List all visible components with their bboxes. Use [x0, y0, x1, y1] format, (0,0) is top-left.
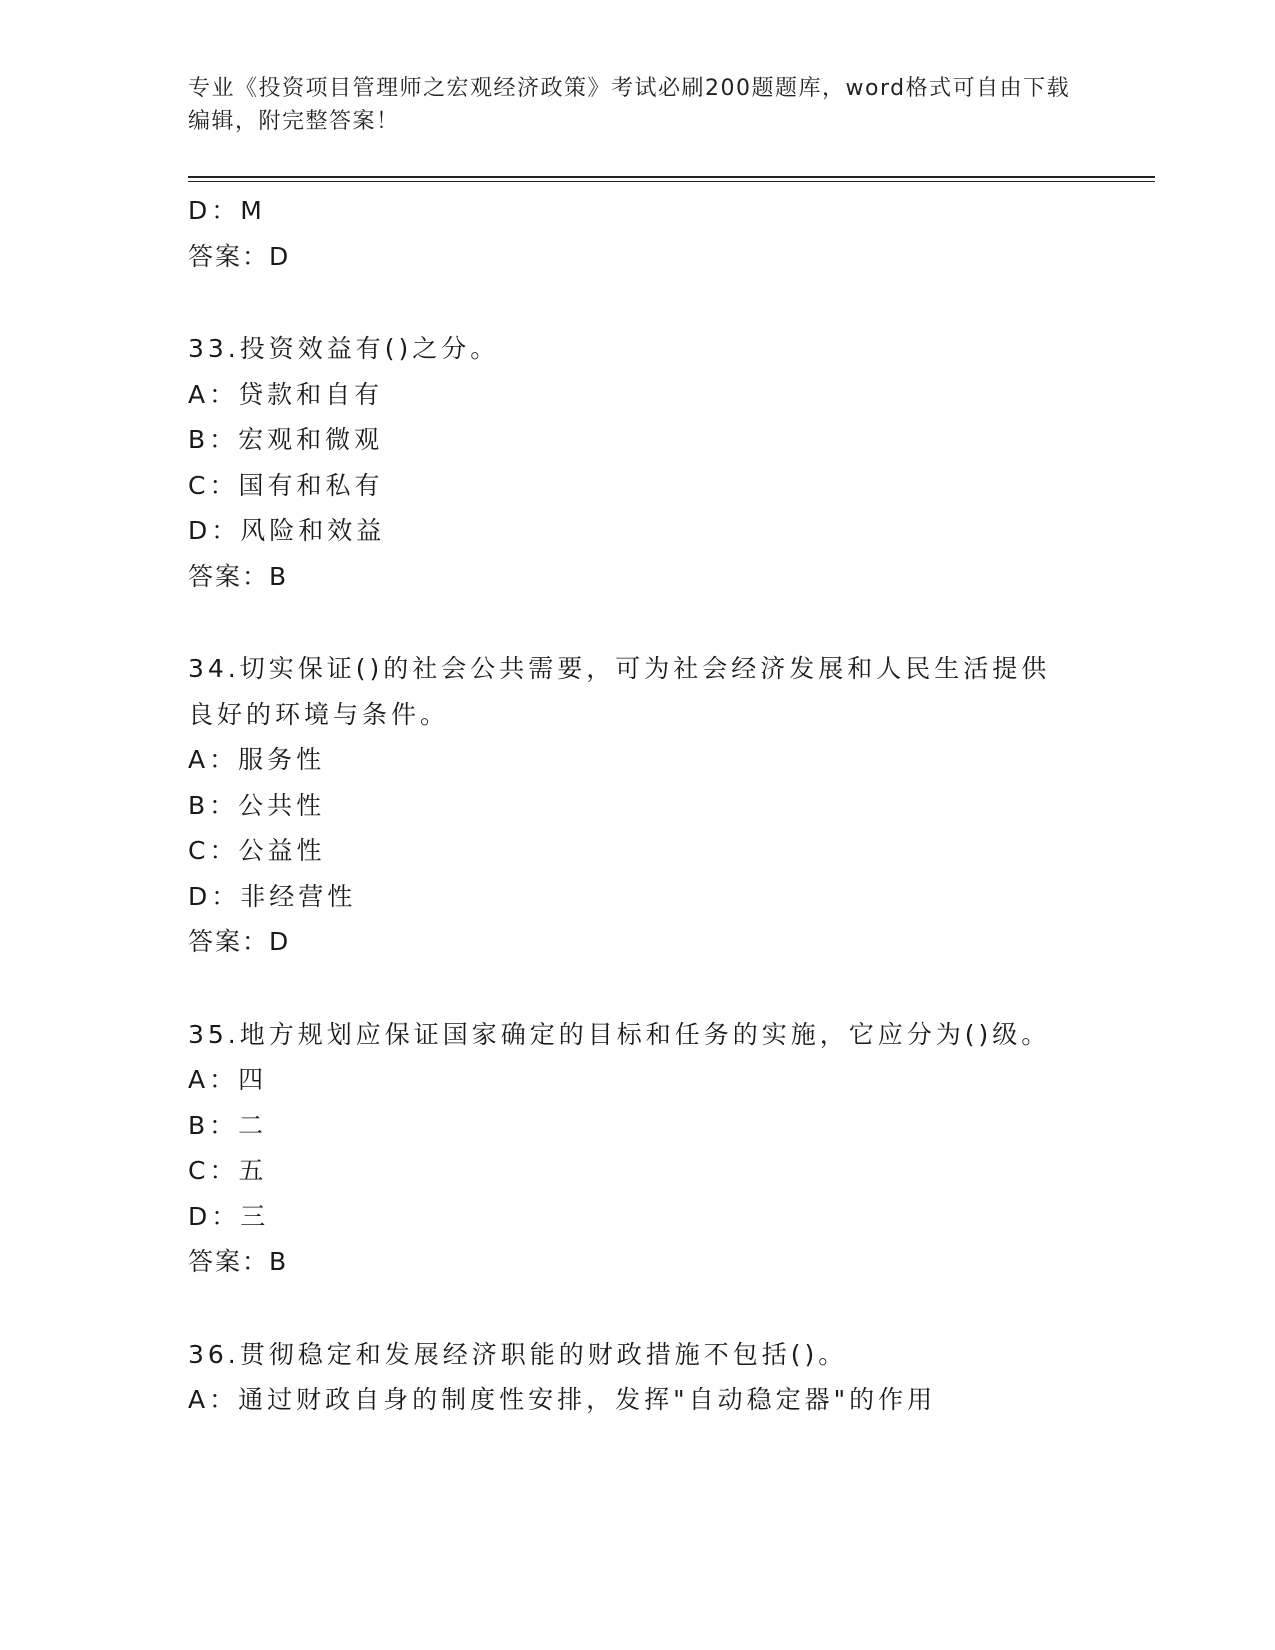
spacer: [188, 599, 1088, 646]
header-rule-thin: [188, 181, 1155, 182]
question-stem: 33.投资效益有()之分。: [188, 334, 500, 363]
option-c: C：国有和私有: [188, 470, 384, 500]
option-d: D：非经营性: [188, 881, 357, 911]
option-b: B：二: [188, 1110, 268, 1140]
header-rule: [188, 176, 1155, 178]
answer-line: 答案：D: [188, 927, 291, 956]
option-d: D：三: [188, 1201, 270, 1231]
question-stem: 36.贯彻稳定和发展经济职能的财政措施不包括()。: [188, 1339, 848, 1369]
option-a: A：通过财政自身的制度性安排，发挥"自动稳定器"的作用: [188, 1385, 937, 1414]
spacer: [188, 1285, 1088, 1332]
spacer: [188, 279, 1088, 326]
option-a: A：服务性: [188, 745, 326, 774]
option-d: D：风险和效益: [188, 516, 386, 545]
question-stem: 34.切实保证()的社会公共需要，可为社会经济发展和人民生活提供良好的环境与条件。: [188, 654, 1051, 729]
answer-line: 答案：B: [188, 561, 289, 591]
option-a: A：贷款和自有: [188, 379, 384, 409]
option-a: A：四: [188, 1065, 268, 1094]
option-c: C：公益性: [188, 836, 326, 865]
question-stem: 35.地方规划应保证国家确定的目标和任务的实施，它应分为()级。: [188, 1019, 1051, 1049]
answer-line: 答案：B: [188, 1247, 289, 1276]
option-c: C：五: [188, 1156, 268, 1185]
option-b: B：公共性: [188, 790, 326, 820]
answer-line: 答案：D: [188, 241, 291, 271]
option-d: D：M: [188, 196, 266, 225]
option-b: B：宏观和微观: [188, 425, 384, 454]
question-content: [188, 188, 1088, 1423]
spacer: [188, 965, 1088, 1012]
document-header: 专业《投资项目管理师之宏观经济政策》考试必刷200题题库，word格式可自由下载编辑，附完整答案！: [188, 76, 1071, 134]
